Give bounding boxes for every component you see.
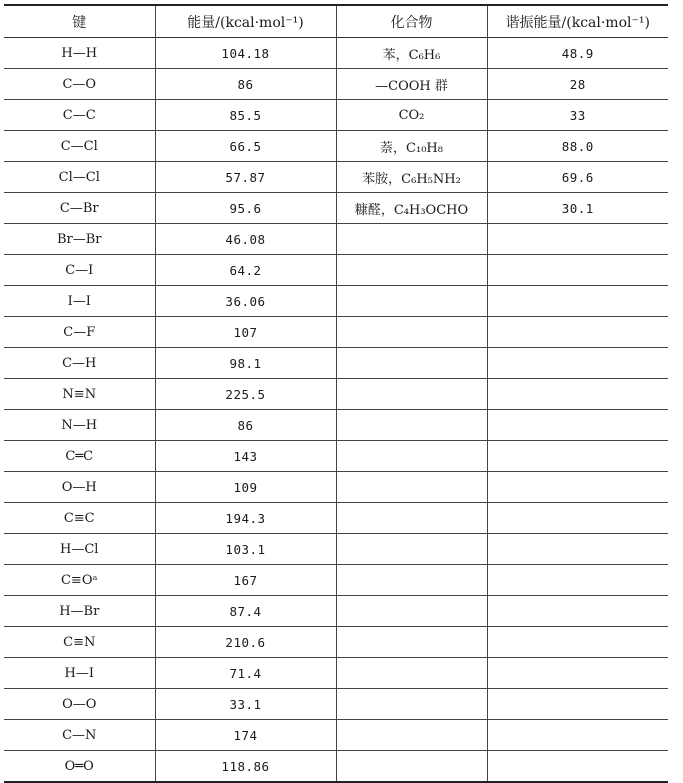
bond-cell: C—Br: [4, 193, 155, 224]
bond-cell: H—I: [4, 658, 155, 689]
bond-cell: O—H: [4, 472, 155, 503]
table-body: [4, 38, 668, 783]
compound-cell: [336, 751, 487, 783]
bond-cell: O═O: [64, 758, 94, 774]
bond-energy-cell: 86: [155, 410, 336, 441]
compound-cell: CO₂: [336, 100, 487, 131]
header-compound: 化合物: [336, 5, 487, 38]
bond-cell: Br—Br: [4, 224, 155, 255]
table-row: [4, 193, 668, 224]
compound-cell: [336, 503, 487, 534]
compound-cell: [336, 658, 487, 689]
table-row: [4, 286, 668, 317]
resonance-energy-cell: [487, 751, 668, 783]
resonance-energy-cell: [487, 472, 668, 503]
resonance-energy-cell: 48.9: [487, 38, 668, 69]
bond-energy-table: [4, 4, 668, 783]
header-energy: 能量/(kcal·mol⁻¹): [155, 5, 336, 38]
bond-cell: I—I: [4, 286, 155, 317]
bond-cell: C≡N: [4, 627, 155, 658]
table-row: [4, 503, 668, 534]
table-row: [4, 317, 668, 348]
compound-cell: [336, 348, 487, 379]
compound-cell: [336, 255, 487, 286]
bond-energy-cell: 36.06: [155, 286, 336, 317]
compound-cell: [336, 224, 487, 255]
resonance-energy-cell: [487, 596, 668, 627]
table-row: [4, 348, 668, 379]
header-resonance-energy: 谐振能量/(kcal·mol⁻¹): [487, 5, 668, 38]
table-row: [4, 472, 668, 503]
bond-energy-cell: 33.1: [155, 689, 336, 720]
compound-cell: [336, 379, 487, 410]
resonance-energy-cell: [487, 317, 668, 348]
bond-cell: C═C: [4, 441, 155, 472]
bond-energy-cell: 107: [155, 317, 336, 348]
table-row: [4, 410, 668, 441]
bond-cell: H—Br: [4, 596, 155, 627]
table-row: [4, 596, 668, 627]
bond-energy-cell: 87.4: [155, 596, 336, 627]
bond-energy-cell: 109: [155, 472, 336, 503]
header-bond: 键: [4, 5, 155, 38]
bond-energy-cell: 210.6: [155, 627, 336, 658]
table-row: [4, 565, 668, 596]
compound-cell: [336, 534, 487, 565]
bond-cell: N≡N: [4, 379, 155, 410]
compound-cell: 苯，C₆H₆: [336, 38, 487, 69]
bond-energy-cell: 174: [155, 720, 336, 751]
resonance-energy-cell: 33: [487, 100, 668, 131]
compound-cell: 糠醛，C₄H₃OCHO: [336, 193, 487, 224]
bond-energy-cell: 95.6: [155, 193, 336, 224]
compound-cell: [336, 689, 487, 720]
bond-energy-cell: 71.4: [155, 658, 336, 689]
bond-cell: C—Cl: [4, 131, 155, 162]
resonance-energy-cell: [487, 255, 668, 286]
table-row: [4, 100, 668, 131]
bond-cell: C—I: [4, 255, 155, 286]
bond-cell: C—F: [4, 317, 155, 348]
bond-cell: C—C: [4, 100, 155, 131]
compound-cell: [336, 472, 487, 503]
bond-energy-cell: 64.2: [155, 255, 336, 286]
bond-energy-cell: 98.1: [155, 348, 336, 379]
compound-cell: 萘，C₁₀H₈: [336, 131, 487, 162]
resonance-energy-cell: [487, 441, 668, 472]
resonance-energy-cell: [487, 379, 668, 410]
resonance-energy-cell: 28: [487, 69, 668, 100]
resonance-energy-cell: 88.0: [487, 131, 668, 162]
resonance-energy-cell: [487, 720, 668, 751]
resonance-energy-cell: 30.1: [487, 193, 668, 224]
resonance-energy-cell: [487, 627, 668, 658]
bond-energy-cell: 103.1: [155, 534, 336, 565]
table-row: [4, 38, 668, 69]
bond-cell: O—O: [4, 689, 155, 720]
bond-energy-cell: 167: [155, 565, 336, 596]
compound-cell: [336, 286, 487, 317]
table-row: [4, 658, 668, 689]
bond-cell: C—O: [4, 69, 155, 100]
bond-energy-cell: 194.3: [155, 503, 336, 534]
compound-cell: —COOH 群: [336, 69, 487, 100]
bond-cell: H—Cl: [4, 534, 155, 565]
resonance-energy-cell: [487, 565, 668, 596]
resonance-energy-cell: [487, 658, 668, 689]
resonance-energy-cell: [487, 689, 668, 720]
resonance-energy-cell: [487, 410, 668, 441]
header-row: [4, 5, 668, 38]
resonance-energy-cell: [487, 224, 668, 255]
compound-cell: [336, 565, 487, 596]
table-row: [4, 255, 668, 286]
resonance-energy-cell: [487, 348, 668, 379]
bond-energy-cell: 46.08: [155, 224, 336, 255]
table-row: [4, 379, 668, 410]
table-row: [4, 720, 668, 751]
table-row: [4, 131, 668, 162]
bond-cell: C—N: [4, 720, 155, 751]
compound-cell: [336, 410, 487, 441]
compound-cell: [336, 720, 487, 751]
compound-cell: [336, 441, 487, 472]
resonance-energy-cell: 69.6: [487, 162, 668, 193]
compound-cell: [336, 596, 487, 627]
compound-cell: 苯胺，C₆H₅NH₂: [336, 162, 487, 193]
bond-energy-cell: 225.5: [155, 379, 336, 410]
table-row: [4, 441, 668, 472]
bond-cell: C—H: [4, 348, 155, 379]
table-row: [4, 224, 668, 255]
table-row: [4, 689, 668, 720]
bond-energy-cell: 143: [155, 441, 336, 472]
bond-energy-cell: 118.86: [155, 751, 336, 783]
bond-energy-cell: 104.18: [155, 38, 336, 69]
table-row: [4, 627, 668, 658]
resonance-energy-cell: [487, 286, 668, 317]
bond-cell: C≡C: [4, 503, 155, 534]
bond-cell: H—H: [4, 38, 155, 69]
bond-cell: C≡Oᵃ: [4, 565, 155, 596]
resonance-energy-cell: [487, 503, 668, 534]
table-row: [4, 162, 668, 193]
compound-cell: [336, 317, 487, 348]
bond-energy-cell: 85.5: [155, 100, 336, 131]
table-row: [4, 69, 668, 100]
table-row: [4, 534, 668, 565]
bond-cell: N—H: [4, 410, 155, 441]
bond-energy-cell: 66.5: [155, 131, 336, 162]
bond-cell: Cl—Cl: [4, 162, 155, 193]
table-row: [4, 751, 668, 783]
compound-cell: [336, 627, 487, 658]
bond-energy-cell: 57.87: [155, 162, 336, 193]
bond-energy-table-container: [4, 4, 668, 783]
resonance-energy-cell: [487, 534, 668, 565]
bond-energy-cell: 86: [155, 69, 336, 100]
